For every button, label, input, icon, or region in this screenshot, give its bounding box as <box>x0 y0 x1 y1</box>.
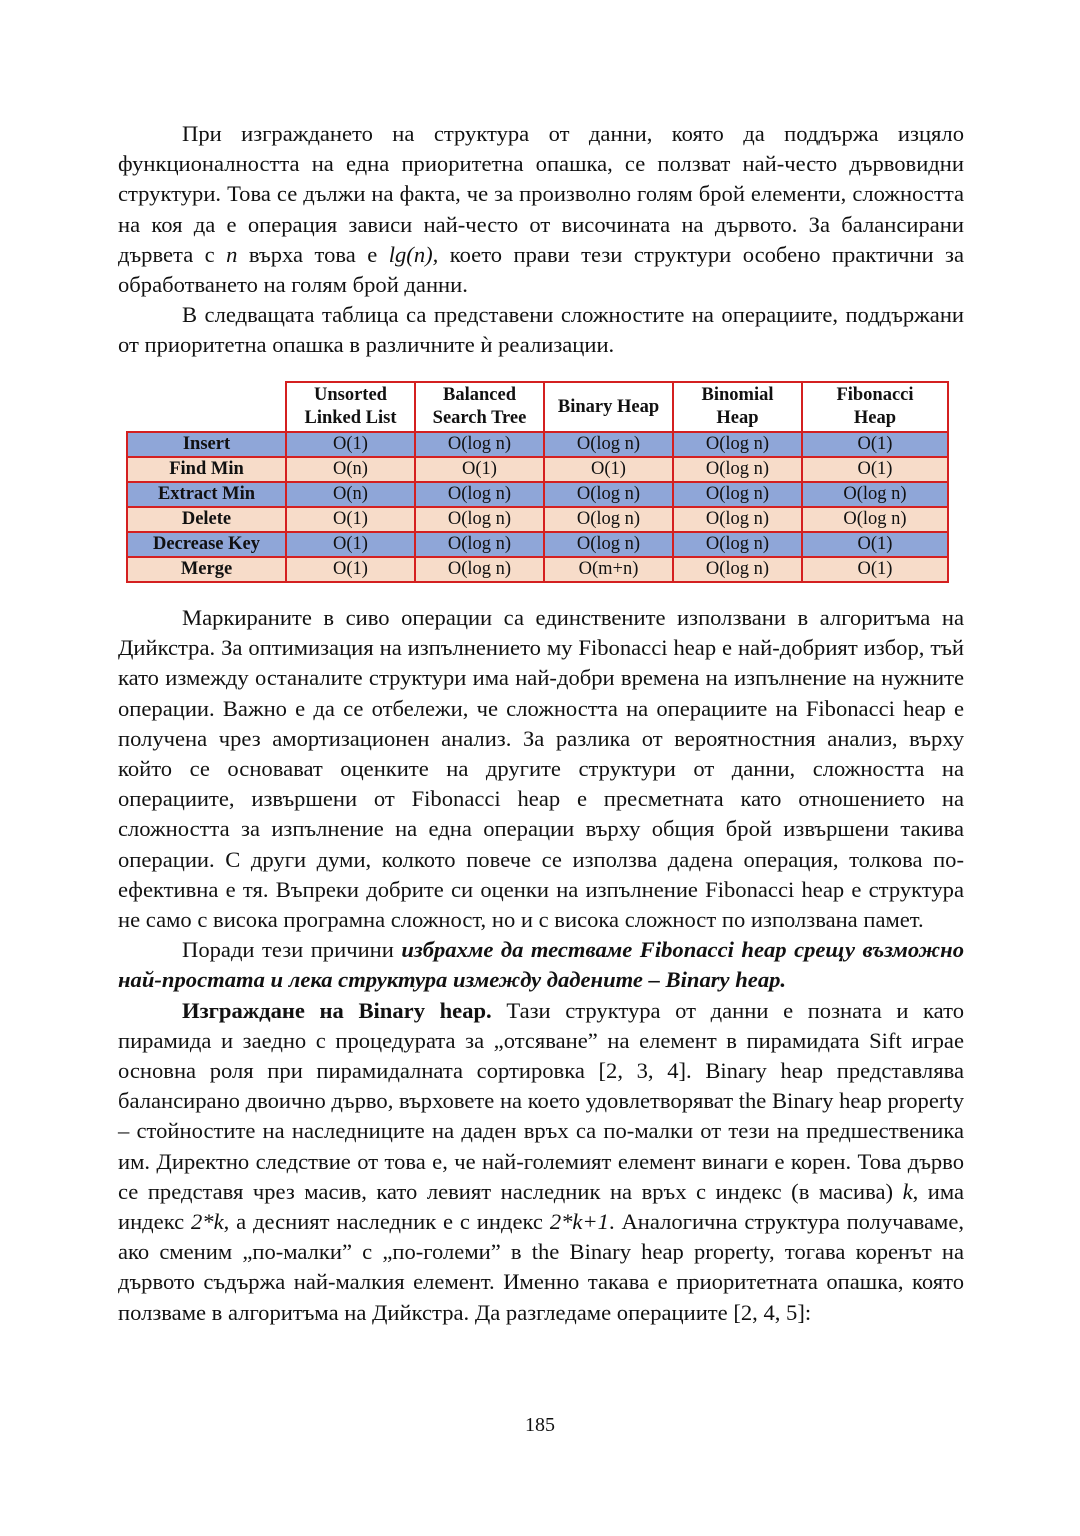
choice-emphasis-text: избрахме да тестваме Fibonacci heap срещу възможно най-простата и лека структура измежду дадените – Binary heap. <box>118 937 964 993</box>
complexity-cell: O(log n) <box>415 507 544 532</box>
header-fibonacci-heap: Fibonacci Heap <box>802 382 948 432</box>
complexity-cell: O(log n) <box>544 507 673 532</box>
intro-text-3: което прави тези структури особено практични за обработването на голям брой данни. <box>118 241 964 298</box>
complexity-cell: O(log n) <box>544 432 673 457</box>
complexity-cell: O(1) <box>286 432 415 457</box>
table-row <box>127 507 948 532</box>
complexity-cell: O(1) <box>544 457 673 482</box>
complexity-cell: O(1) <box>415 457 544 482</box>
complexity-cell: O(log n) <box>673 507 802 532</box>
operation-name-cell: Merge <box>127 557 286 582</box>
binary-heap-heading: Изграждане на Binary heap. <box>182 997 492 1023</box>
complexity-cell: O(log n) <box>673 432 802 457</box>
operation-name-cell: Decrease Key <box>127 532 286 557</box>
choice-paragraph <box>118 935 964 995</box>
right-child-index: 2*k+1 <box>549 1209 609 1235</box>
table-intro-paragraph: В следващата таблица са представени сложностите на операциите, поддържани от приоритетна опашка в различните ѝ реализации. <box>118 302 964 358</box>
table-header-row <box>127 382 948 432</box>
binary-text-2: , има индекс <box>118 1178 964 1235</box>
header-binary-heap: Binary Heap <box>544 382 673 432</box>
complexity-cell: O(log n) <box>415 557 544 582</box>
complexity-cell: O(1) <box>286 557 415 582</box>
choice-lead-text: Поради тези причини <box>182 937 402 963</box>
operation-name-cell: Extract Min <box>127 482 286 507</box>
intro-lg-formula: lg(n), <box>388 241 439 267</box>
header-binomial-heap: Binomial Heap <box>673 382 802 432</box>
intro-text-block <box>118 119 964 361</box>
complexity-cell: O(1) <box>802 457 948 482</box>
intro-text-2: върха това е <box>237 241 389 267</box>
complexity-cell: O(log n) <box>673 532 802 557</box>
complexity-cell: O(log n) <box>415 532 544 557</box>
header-unsorted-linked-list: Unsorted Linked List <box>286 382 415 432</box>
complexity-cell: O(1) <box>802 432 948 457</box>
complexity-cell: O(1) <box>802 532 948 557</box>
binary-text-1: Тази структура от данни е позната и като пирамида и заедно с процедурата за „отсяване” на елемент в пирамидата Sift играе основна роля при пирамидалната сортировка [2, 3, 4]. Binary heap представлява балансирано двоично дърво, върховете на което удовлетворяват the Binary heap property – стойностите на наследниците на даден връх са по-малки от тези на предшественика им. Директно следствие от това е, че най-големият елемент винаги е корен. Това дърво се представя чрез масив, като левият наследник на връх с индекс (в масива) <box>118 997 964 1204</box>
complexity-cell: O(log n) <box>415 482 544 507</box>
complexity-cell: O(log n) <box>673 457 802 482</box>
complexity-cell: O(1) <box>286 507 415 532</box>
marked-operations-paragraph: Маркираните в сиво операции са единствените използвани в алгоритъма на Дийкстра. За оптимизация на изпълнението му Fibonacci heap е най-добрият избор, тъй като измежду останалите структури има най-добри времена на изпълнение на нужните операции. Важно е да се отбележи, че сложността на операциите на Fibonacci heap е получена чрез амортизационен анализ. За разлика от вероятностния анализ, върху който се основават оценките на другите структури от данни, сложността на операциите, извършени от Fibonacci heap е пресметната като отношението на сложността за изпълнение на една операции върху общия брой извършени такива операции. С други думи, колкото повече се използва дадена операция, толкова по-ефективна е тя. Въпреки добрите си оценки на изпълнение Fibonacci heap е структура не само с висока програмна сложност, но и с висока сложност по използвана памет. <box>118 605 964 933</box>
intro-paragraph <box>118 119 964 300</box>
complexity-cell: O(log n) <box>802 482 948 507</box>
intro-n-var: n <box>226 241 238 267</box>
complexity-cell: O(log n) <box>673 557 802 582</box>
table-row <box>127 457 948 482</box>
complexity-cell: O(log n) <box>544 482 673 507</box>
binary-text-3: , а десният наследник е с индекс <box>223 1209 550 1235</box>
table-row <box>127 432 948 457</box>
table-corner-cell <box>127 382 286 432</box>
operation-name-cell: Find Min <box>127 457 286 482</box>
intro-text-1: При изграждането на структура от данни, която да поддържа изцяло функционалността на една приоритетна опашка, се ползват най-често дървовидни структури. Това се дължи на факта, че за произволно голям брой елементи, сложността на коя да е операция зависи най-често от височината на дървото. За балансирани дървета с <box>118 121 964 267</box>
operation-name-cell: Delete <box>127 507 286 532</box>
complexity-cell: O(n) <box>286 457 415 482</box>
binary-heap-paragraph <box>118 996 964 1328</box>
var-k: k <box>902 1178 913 1204</box>
complexity-cell: O(log n) <box>673 482 802 507</box>
complexity-table <box>126 381 949 583</box>
body-text-block <box>118 603 964 1328</box>
left-child-index: 2*k <box>191 1209 224 1235</box>
operation-name-cell: Insert <box>127 432 286 457</box>
page-number: 185 <box>525 1414 555 1436</box>
table-row <box>127 557 948 582</box>
complexity-cell: O(m+n) <box>544 557 673 582</box>
complexity-cell: O(log n) <box>415 432 544 457</box>
complexity-cell: O(log n) <box>544 532 673 557</box>
binary-text-4: . Аналогична структура получаваме, ако сменим „по-малки” с „по-големи” в the Binary heap property, тогава коренът на дървото съдържа най-малкия елемент. Именно такава е приоритетната опашка, която ползваме в алгоритъма на Дийкстра. Да разгледаме операциите [2, 4, 5]: <box>118 1209 964 1325</box>
table-row <box>127 532 948 557</box>
complexity-cell: O(1) <box>286 532 415 557</box>
table-row <box>127 482 948 507</box>
header-balanced-search-tree: Balanced Search Tree <box>415 382 544 432</box>
complexity-cell: O(n) <box>286 482 415 507</box>
complexity-cell: O(log n) <box>802 507 948 532</box>
complexity-cell: O(1) <box>802 557 948 582</box>
